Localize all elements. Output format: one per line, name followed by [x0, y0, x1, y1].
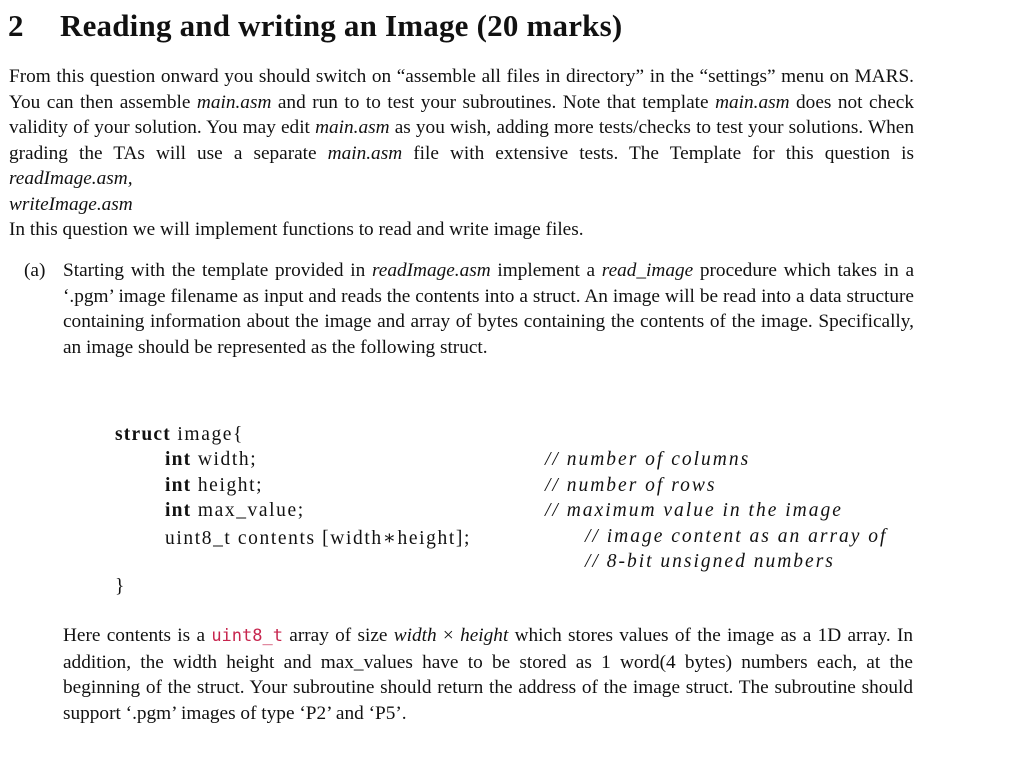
section-heading	[8, 8, 622, 44]
file-ref: main.asm	[315, 117, 390, 138]
file-ref: readImage.asm,	[9, 168, 133, 189]
code-comment: // number of columns	[545, 449, 751, 470]
code-comment: // maximum value in the image	[545, 500, 843, 521]
math-var: width	[393, 625, 437, 646]
code-keyword: int	[165, 500, 192, 521]
part-a-segment: implement a	[490, 260, 602, 281]
intro-paragraph	[9, 64, 914, 243]
code-line-1	[115, 424, 244, 446]
after-segment: which stores values of the image as a 1D array. In addition, the width height and max_values have to be stored as 1 word(4 bytes) numbers each, at the beginning of the struct. Your subroutine should return the address of the image struct. The subroutine should support ‘.pgm’ images of type ‘P2’ and ‘P5’.	[63, 625, 914, 724]
part-a-text	[63, 258, 914, 360]
code-comment: // 8-bit unsigned numbers	[585, 551, 835, 572]
code-keyword: int	[165, 475, 192, 496]
code-line-5: uint8_t contents [width∗height];	[165, 528, 472, 549]
code-comment: // image content as an array of	[585, 526, 888, 547]
math-op: ×	[436, 625, 461, 646]
intro-segment: as you wish, adding more tests/checks to test your solutions. When grading the TAs will use a separate	[9, 117, 914, 164]
intro-line-2: In this question we will implement functions to read and write image files.	[9, 219, 584, 240]
code-keyword: struct	[115, 424, 171, 445]
part-a-label: (a)	[24, 260, 46, 281]
struct-code-block	[115, 424, 985, 609]
section-number: 2	[8, 8, 24, 43]
code-comment: // number of rows	[545, 475, 717, 496]
procedure-name: read_image	[601, 260, 694, 281]
code-text: width;	[191, 449, 258, 470]
intro-segment: file with extensive tests. The Template for this question is	[402, 142, 914, 164]
type-name: uint8_t	[211, 626, 283, 646]
section-title: Reading and writing an Image (20 marks)	[60, 8, 623, 43]
part-a-segment: procedure which takes in a ‘.pgm’ image filename as input and reads the contents into a struct. An image will be read into a data structure containing information about the image and array of bytes containing the contents of the image. Specifically, an image should be represented as the following struct.	[63, 260, 915, 358]
code-line-2	[165, 449, 257, 471]
file-ref: writeImage.asm	[9, 193, 133, 215]
code-text: max_value;	[191, 500, 305, 521]
intro-segment: and run to to test your subroutines. Note that template	[271, 91, 716, 113]
intro-segment: From this question onward you should switch on “assemble all files in directory” in the “settings” menu on MARS. You can then assemble	[9, 66, 914, 113]
code-line-3	[165, 475, 263, 497]
after-segment: array of size	[282, 625, 394, 646]
file-ref: readImage.asm	[371, 260, 491, 281]
code-line-close: }	[115, 576, 126, 597]
code-text: height;	[191, 475, 264, 496]
code-keyword: int	[165, 449, 192, 470]
code-line-4	[165, 500, 305, 522]
file-ref: main.asm	[196, 91, 272, 113]
after-struct-paragraph	[63, 623, 913, 726]
math-var: height	[460, 625, 509, 646]
intro-segment: does not check validity of your solution. You may edit	[9, 91, 914, 138]
file-ref: main.asm	[715, 91, 790, 113]
part-a-segment: Starting with the template provided in	[63, 260, 372, 281]
code-text: image{	[170, 424, 245, 445]
after-segment: Here contents is a	[63, 625, 212, 646]
file-ref: main.asm	[327, 142, 403, 164]
intro-text	[9, 64, 914, 217]
